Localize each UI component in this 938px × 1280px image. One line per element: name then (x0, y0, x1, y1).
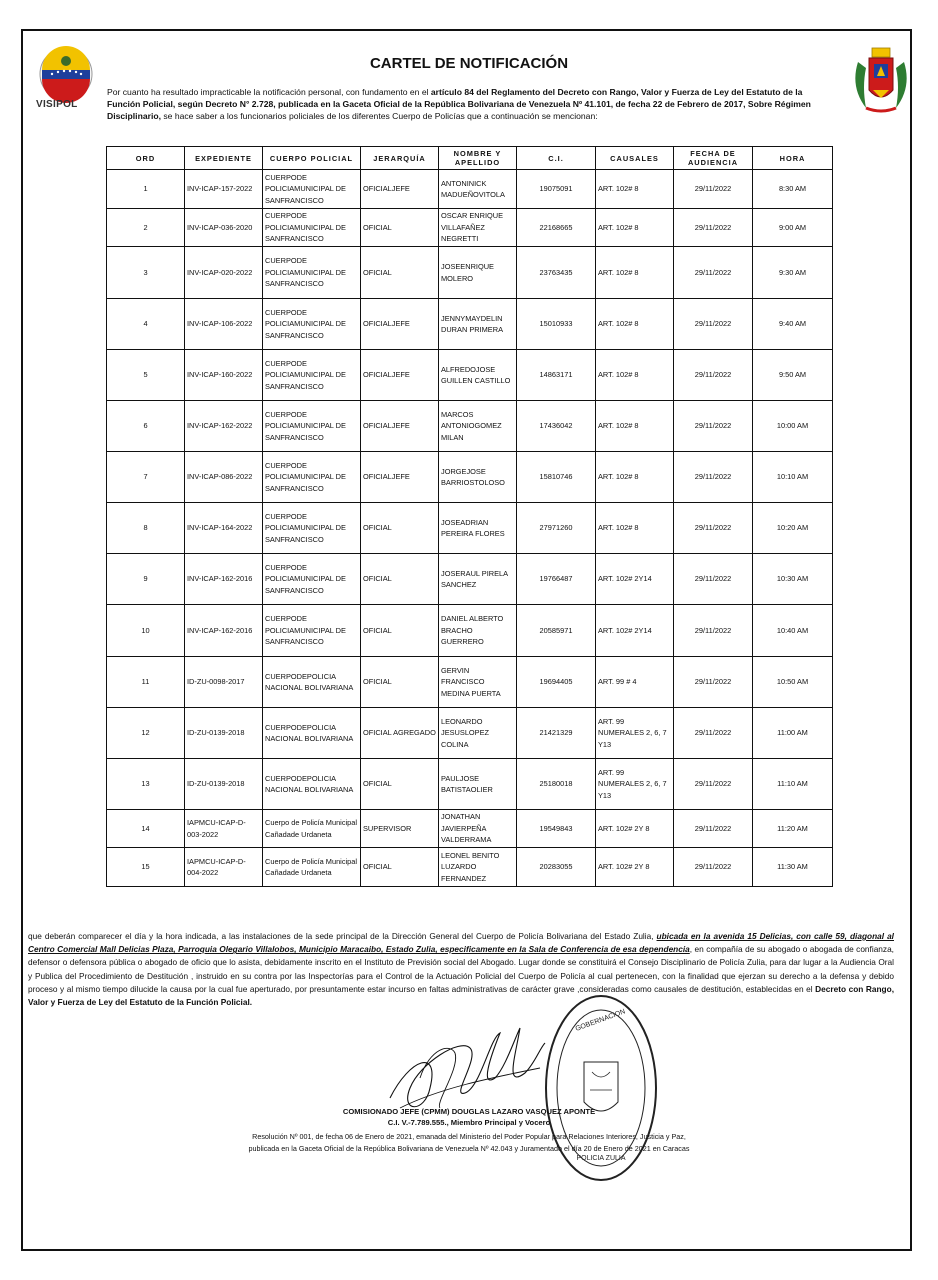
cell-causales: ART. 102# 8 (596, 503, 674, 554)
intro-text-c: se hace saber a los funcionarios policiales de los diferentes Cuerpo de Policías que a continuación se mencionan: (160, 111, 598, 121)
cell-causales: ART. 102# 2Y 8 (596, 848, 674, 887)
cell-nombre: JOSEADRIAN PEREIRA FLORES (439, 503, 517, 554)
body-text-1: que deberán comparecer el día y la hora indicada, a las instalaciones de la sede principal de la Dirección General del Cuerpo de Policía Bolivariana del Estado Zulia, (28, 931, 657, 941)
cell-jerarquia: OFICIALJEFE (361, 452, 439, 503)
column-header: JERARQUÍA (361, 147, 439, 170)
cell-ci: 20585971 (517, 605, 596, 657)
body-text-4: Decreto con Rango, Valor y Fuerza de Ley del Estatuto de la Función Policial. (28, 983, 894, 1008)
cell-cuerpo: CUERPODE POLICIAMUNICIPAL DE SANFRANCISCO (263, 605, 361, 657)
cell-nombre: ANTONINICK MADUEÑOVITOLA (439, 170, 517, 209)
cell-fecha: 29/11/2022 (674, 350, 753, 401)
cell-causales: ART. 102# 8 (596, 247, 674, 299)
cell-jerarquia: OFICIALJEFE (361, 299, 439, 350)
cell-causales: ART. 102# 2Y 8 (596, 810, 674, 848)
cell-ord: 10 (107, 605, 185, 657)
cell-nombre: JORGEJOSE BARRIOSTOLOSO (439, 452, 517, 503)
cell-fecha: 29/11/2022 (674, 452, 753, 503)
cell-expediente: INV-ICAP-106-2022 (185, 299, 263, 350)
notification-table (106, 146, 833, 887)
cell-hora: 10:10 AM (753, 452, 833, 503)
coat-of-arms-icon (852, 42, 910, 118)
cell-expediente: IAPMCU-ICAP-D-003-2022 (185, 810, 263, 848)
cell-cuerpo: CUERPODE POLICIAMUNICIPAL DE SANFRANCISCO (263, 401, 361, 452)
cell-jerarquia: OFICIAL (361, 209, 439, 247)
cell-ci: 25180018 (517, 759, 596, 810)
svg-text:GOBERNACION: GOBERNACION (574, 1008, 627, 1033)
cell-jerarquia: OFICIAL (361, 503, 439, 554)
cell-ord: 14 (107, 810, 185, 848)
cell-cuerpo: CUERPODE POLICIAMUNICIPAL DE SANFRANCISCO (263, 350, 361, 401)
table-row (107, 503, 833, 554)
cell-ord: 7 (107, 452, 185, 503)
cell-hora: 10:00 AM (753, 401, 833, 452)
cell-ci: 15010933 (517, 299, 596, 350)
cell-expediente: INV-ICAP-157-2022 (185, 170, 263, 209)
cell-causales: ART. 102# 8 (596, 209, 674, 247)
cell-nombre: DANIEL ALBERTO BRACHO GUERRERO (439, 605, 517, 657)
column-header: ORD (107, 147, 185, 170)
table-row (107, 759, 833, 810)
cell-hora: 11:10 AM (753, 759, 833, 810)
cell-jerarquia: OFICIAL (361, 247, 439, 299)
cell-fecha: 29/11/2022 (674, 708, 753, 759)
cell-ci: 27971260 (517, 503, 596, 554)
table-row (107, 401, 833, 452)
cell-fecha: 29/11/2022 (674, 170, 753, 209)
cell-fecha: 29/11/2022 (674, 401, 753, 452)
cell-fecha: 29/11/2022 (674, 247, 753, 299)
cell-expediente: INV-ICAP-160-2022 (185, 350, 263, 401)
column-header: EXPEDIENTE (185, 147, 263, 170)
cell-ci: 19075091 (517, 170, 596, 209)
cell-nombre: ALFREDOJOSE GUILLEN CASTILLO (439, 350, 517, 401)
table-row (107, 299, 833, 350)
signatory-name: COMISIONADO JEFE (CPMM) DOUGLAS LAZARO VASQUEZ APONTE (342, 1107, 596, 1116)
column-header: CAUSALES (596, 147, 674, 170)
cell-ord: 1 (107, 170, 185, 209)
cell-fecha: 29/11/2022 (674, 554, 753, 605)
cell-causales: ART. 99 # 4 (596, 657, 674, 708)
table-row (107, 810, 833, 848)
cell-nombre: LEONARDO JESUSLOPEZ COLINA (439, 708, 517, 759)
cell-cuerpo: CUERPODE POLICIAMUNICIPAL DE SANFRANCISCO (263, 247, 361, 299)
cell-fecha: 29/11/2022 (674, 810, 753, 848)
body-paragraph (28, 930, 894, 1009)
table-header-row (107, 147, 833, 170)
cell-jerarquia: OFICIALJEFE (361, 401, 439, 452)
cell-nombre: LEONEL BENITO LUZARDO FERNANDEZ (439, 848, 517, 887)
resolution-text (0, 1131, 938, 1154)
cell-jerarquia: OFICIAL (361, 605, 439, 657)
svg-text:POLICIA ZULIA: POLICIA ZULIA (576, 1155, 626, 1162)
intro-text-b: artículo 84 del Reglamento del Decreto con Rango, Valor y Fuerza de Ley del Estatuto de la Función Policial, según Decreto N° 2.728, publicada en la Gaceta Oficial de la República Bolivariana de Venezuela Nº 41.101, de fecha 22 de Febrero de 2017, Sobre Régimen Disciplinario, (107, 87, 811, 121)
cell-hora: 9:30 AM (753, 247, 833, 299)
cell-hora: 10:40 AM (753, 605, 833, 657)
cell-cuerpo: CUERPODE POLICIAMUNICIPAL DE SANFRANCISCO (263, 299, 361, 350)
column-header: NOMBRE Y APELLIDO (439, 147, 517, 170)
cell-ci: 17436042 (517, 401, 596, 452)
cell-hora: 11:00 AM (753, 708, 833, 759)
cell-ord: 4 (107, 299, 185, 350)
cell-causales: ART. 102# 2Y14 (596, 554, 674, 605)
cell-ord: 8 (107, 503, 185, 554)
cell-cuerpo: CUERPODE POLICIAMUNICIPAL DE SANFRANCISCO (263, 452, 361, 503)
cell-expediente: INV-ICAP-020-2022 (185, 247, 263, 299)
cell-causales: ART. 102# 8 (596, 350, 674, 401)
cell-fecha: 29/11/2022 (674, 605, 753, 657)
cell-cuerpo: CUERPODEPOLICIA NACIONAL BOLIVARIANA (263, 759, 361, 810)
table-row (107, 452, 833, 503)
cell-cuerpo: CUERPODE POLICIAMUNICIPAL DE SANFRANCISCO (263, 209, 361, 247)
cell-expediente: ID-ZU-0139-2018 (185, 759, 263, 810)
cell-fecha: 29/11/2022 (674, 657, 753, 708)
cell-fecha: 29/11/2022 (674, 209, 753, 247)
cell-causales: ART. 102# 8 (596, 170, 674, 209)
cell-causales: ART. 102# 8 (596, 452, 674, 503)
cell-hora: 9:50 AM (753, 350, 833, 401)
cell-cuerpo: CUERPODE POLICIAMUNICIPAL DE SANFRANCISCO (263, 503, 361, 554)
cell-ci: 19549843 (517, 810, 596, 848)
cell-expediente: IAPMCU-ICAP-D-004-2022 (185, 848, 263, 887)
cell-fecha: 29/11/2022 (674, 848, 753, 887)
cell-nombre: JOSEENRIQUE MOLERO (439, 247, 517, 299)
cell-hora: 10:20 AM (753, 503, 833, 554)
cell-jerarquia: OFICIAL AGREGADO (361, 708, 439, 759)
cell-hora: 9:40 AM (753, 299, 833, 350)
cell-nombre: JOSERAUL PIRELA SANCHEZ (439, 554, 517, 605)
cell-expediente: INV-ICAP-162-2022 (185, 401, 263, 452)
cell-expediente: INV-ICAP-086-2022 (185, 452, 263, 503)
cell-ord: 2 (107, 209, 185, 247)
table-row (107, 708, 833, 759)
cell-fecha: 29/11/2022 (674, 299, 753, 350)
body-address: ubicada en la avenida 15 Delicias, con calle 59, diagonal al Centro Comercial Mall Delicias Plaza, Parroquia Olegario Villalobos, Municipio Maracaibo, Estado Zulia, especificamente en la Sala de Conferencia de esa dependencia (28, 931, 894, 955)
cell-ord: 3 (107, 247, 185, 299)
cell-jerarquia: OFICIALJEFE (361, 350, 439, 401)
resolution-line-2: publicada en la Gaceta Oficial de la República Bolivariana de Venezuela Nº 42.043 y Juramentado el día 20 de Enero de 2021 en Caracas (248, 1143, 690, 1153)
page-title: CARTEL DE NOTIFICACIÓN (369, 55, 569, 72)
cell-nombre: PAULJOSE BATISTAOLIER (439, 759, 517, 810)
cell-ci: 14863171 (517, 350, 596, 401)
cell-ord: 6 (107, 401, 185, 452)
table-row (107, 209, 833, 247)
cell-fecha: 29/11/2022 (674, 759, 753, 810)
cell-jerarquia: OFICIALJEFE (361, 170, 439, 209)
cell-ord: 9 (107, 554, 185, 605)
intro-paragraph (107, 86, 831, 122)
cell-causales: ART. 99 NUMERALES 2, 6, 7 Y13 (596, 759, 674, 810)
cell-ci: 19766487 (517, 554, 596, 605)
cell-hora: 10:30 AM (753, 554, 833, 605)
body-text-3: , en compañía de su abogado o abogada de confianza, defensor o defensora pública o abogado de oficio que lo asista, debidamente inscrito en el Instituto de Previsión social del Abogado. Lugar donde se constituirá el Consejo Disciplinario de Policía Zulia, para dar lugar a la Audiencia Oral y Publica del Procedimiento de Destitución , instruido en su contra por las Inspectorías para el Control de la Actuación Policial del Cuerpo de Policía al cual pertenecen, con la finalidad que ejerzan su derecho a la defensa y debido proceso y al mismo tiempo dilucide la causa por la cual fue aperturado, por presuntamente estar incurso en faltas administrativas de carácter grave ,consideradas como causales de destitución, establecidas en el (28, 944, 894, 994)
cell-expediente: INV-ICAP-162-2016 (185, 605, 263, 657)
cell-nombre: MARCOS ANTONIOGOMEZ MILAN (439, 401, 517, 452)
cell-ci: 15810746 (517, 452, 596, 503)
cell-hora: 11:20 AM (753, 810, 833, 848)
cell-cuerpo: CUERPODE POLICIAMUNICIPAL DE SANFRANCISCO (263, 554, 361, 605)
cell-expediente: ID-ZU-0139-2018 (185, 708, 263, 759)
cell-jerarquia: OFICIAL (361, 657, 439, 708)
cell-causales: ART. 99 NUMERALES 2, 6, 7 Y13 (596, 708, 674, 759)
cell-cuerpo: CUERPODEPOLICIA NACIONAL BOLIVARIANA (263, 657, 361, 708)
cell-expediente: INV-ICAP-162-2016 (185, 554, 263, 605)
column-header: C.I. (517, 147, 596, 170)
cell-ci: 22168665 (517, 209, 596, 247)
table-row (107, 657, 833, 708)
cell-cuerpo: Cuerpo de Policía Municipal Cañadade Urdaneta (263, 810, 361, 848)
cell-jerarquia: OFICIAL (361, 848, 439, 887)
column-header: HORA (753, 147, 833, 170)
cell-cuerpo: CUERPODE POLICIAMUNICIPAL DE SANFRANCISCO (263, 170, 361, 209)
logo-left-label: VISIPOL (36, 99, 78, 110)
cell-hora: 8:30 AM (753, 170, 833, 209)
cell-causales: ART. 102# 8 (596, 299, 674, 350)
cell-ord: 15 (107, 848, 185, 887)
cell-expediente: INV-ICAP-036-2020 (185, 209, 263, 247)
cell-ci: 21421329 (517, 708, 596, 759)
resolution-line-1: Resolución Nº 001, de fecha 06 de Enero de 2021, emanada del Ministerio del Poder Popular para Relaciones Interiores, Justicia y Paz, (252, 1132, 686, 1141)
column-header: FECHA DE AUDIENCIA (674, 147, 753, 170)
cell-cuerpo: CUERPODEPOLICIA NACIONAL BOLIVARIANA (263, 708, 361, 759)
column-header: CUERPO POLICIAL (263, 147, 361, 170)
table-row (107, 605, 833, 657)
cell-cuerpo: Cuerpo de Policía Municipal Cañadade Urdaneta (263, 848, 361, 887)
cell-hora: 10:50 AM (753, 657, 833, 708)
cell-ord: 5 (107, 350, 185, 401)
table-row (107, 554, 833, 605)
cell-nombre: JONATHAN JAVIERPEÑA VALDERRAMA (439, 810, 517, 848)
table-row (107, 848, 833, 887)
cell-jerarquia: OFICIAL (361, 759, 439, 810)
cell-nombre: OSCAR ENRIQUE VILLAFAÑEZ NEGRETTI (439, 209, 517, 247)
intro-text-a: Por cuanto ha resultado impracticable la notificación personal, con fundamento en el (107, 87, 431, 97)
cell-causales: ART. 102# 2Y14 (596, 605, 674, 657)
cell-hora: 11:30 AM (753, 848, 833, 887)
cell-hora: 9:00 AM (753, 209, 833, 247)
official-seal-icon (542, 992, 660, 1184)
table-row (107, 170, 833, 209)
cell-nombre: JENNYMAYDELIN DURAN PRIMERA (439, 299, 517, 350)
cell-expediente: INV-ICAP-164-2022 (185, 503, 263, 554)
cell-jerarquia: OFICIAL (361, 554, 439, 605)
cell-ci: 19694405 (517, 657, 596, 708)
cell-nombre: GERVIN FRANCISCO MEDINA PUERTA (439, 657, 517, 708)
signatory-id: C.I. V.-7.789.555., Miembro Principal y Vocero (387, 1118, 551, 1127)
cell-ord: 11 (107, 657, 185, 708)
cell-ord: 12 (107, 708, 185, 759)
table-row (107, 247, 833, 299)
cell-ci: 23763435 (517, 247, 596, 299)
cell-fecha: 29/11/2022 (674, 503, 753, 554)
cell-causales: ART. 102# 8 (596, 401, 674, 452)
cell-ci: 20283055 (517, 848, 596, 887)
cell-ord: 13 (107, 759, 185, 810)
cell-expediente: ID-ZU-0098-2017 (185, 657, 263, 708)
table-row (107, 350, 833, 401)
cell-jerarquia: SUPERVISOR (361, 810, 439, 848)
